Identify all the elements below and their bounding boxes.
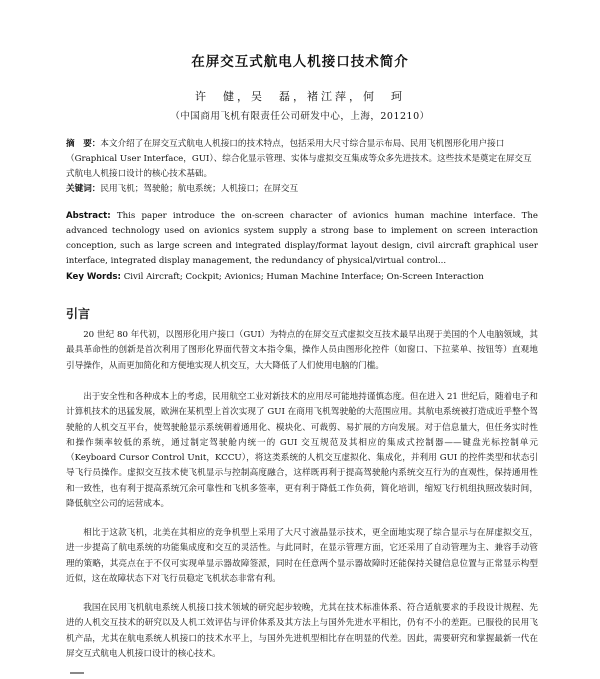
author-affiliation: （中国商用飞机有限责任公司研发中心，上海，201210） — [170, 111, 430, 122]
keywords-chinese-label: 关键词： — [66, 184, 101, 194]
abstract-chinese — [66, 137, 538, 182]
body-paragraph: 20 世纪 80 年代初，以图形化用户接口（GUI）为特点的在屏交互式虚拟交互技术最早出现于美国的个人电脑领域，其最具革命性的创新是首次利用了图形化界面代替文本指令集，操作人员由图形化控件（如窗口、下拉菜单、按钮等）直观地引导操作，从而更加简化和方便地实现人机交互，大大降低了人们使用电脑的门槛。 — [66, 330, 538, 371]
body-paragraph: 相比于这款飞机，北美在其相应的竞争机型上采用了大尺寸液晶显示技术，更全面地实现了综合显示与在屏虚拟交互，进一步提高了航电系统的功能集成度和交互的灵活性。与此同时，在显示管理方面，它还采用了自动管理为主、兼容手动管理的策略，其亮点在于不仅可实现单显示器故障签派，同时在任意两个显示器故障时还能保持关键信息位置与正常显示构型近似，这在故障状态下对飞行员稳定飞机状态非常有利。 — [66, 528, 538, 584]
keywords-english-text: Civil Aircraft; Cockpit; Avionics; Human Machine Interface; On-Screen Interaction — [123, 272, 484, 282]
author-list: 许 健，吴 磊，褚江萍，何 珂 — [195, 90, 405, 103]
keywords-english — [66, 270, 538, 285]
scan-artifact-mark — [70, 672, 84, 674]
abstract-chinese-text: 本文介绍了在屏交互式航电人机接口的技术特点，包括采用大尺寸综合显示布局、民用飞机图形化用户接口（Graphical User Interface，GUI）、综合化显示管理、实体与虚拟交互集成等众多先进技术。这些技术是奠定在屏交互式航电人机接口设计的核心技术基础。 — [66, 139, 532, 179]
abstract-english-label: Abstract: — [66, 211, 111, 221]
abstract-chinese-label: 摘 要： — [66, 139, 101, 149]
body-paragraph: 我国在民用飞机航电系统人机接口技术领域的研究起步较晚，尤其在技术标准体系、符合适航要求的手段设计规程、先进的人机交互技术的研究以及人机工效评估与评价体系及其方法上与国外先进水平相比，仍有不小的差距。已服役的民用飞机产品，尤其在航电系统人机接口的技术水平上，与国外先进机型相比存在明显的代差。因此，需要研究和掌握最新一代在屏交互式航电人机接口设计的核心技术。 — [66, 603, 538, 659]
abstract-english-text: This paper introduce the on-screen character of avionics human machine interface. The advanced technology used on avionics system supply a strong base to implement on screen interaction conception, such as large screen and integrated display/format layout design, civil aircraft graphical user interface, integrated display management, the redundancy of physical/virtual control... — [66, 211, 538, 266]
abstract-english — [66, 209, 538, 269]
keywords-chinese — [66, 182, 538, 197]
paper-title: 在屏交互式航电人机接口技术简介 — [191, 54, 409, 70]
keywords-chinese-text: 民用飞机；驾驶舱；航电系统；人机接口；在屏交互 — [100, 184, 299, 194]
body-paragraph: 出于安全性和各种成本上的考虑，民用航空工业对新技术的应用尽可能地持谨慎态度。但在进入 21 世纪后，随着电子和计算机技术的迅猛发展，欧洲在某机型上首次实现了 GUI 在商用飞机驾驶舱的大范围应用。其航电系统被打造成近乎整个驾驶舱的人机交互平台，使驾驶舱显示系统朝着通用化、模块化、可裁剪、易扩展的方向发展。对于信息量大，但任务实时性和操作频率较低的系统，通过制定驾驶舱内统一的 GUI 交互规范及其相应的集成式控制器——键盘光标控制单元（Keyboard Cursor Control Unit，KCCU），将这类系统的人机交互虚拟化、集成化，并利用 GUI 的控件类型和状态引导飞行员操作。虚拟交互技术使飞机显示与控制高度融合，这样既再利于提高驾驶舱内系统交互行为的直观性，保持通用性和一致性，也有利于提高系统冗余可靠性和飞机多签率，更有利于降低工作负荷，简化培训，缩短飞行机组执照改装时间，降低航空公司的运营成本。 — [66, 392, 538, 510]
keywords-english-label: Key Words: — [66, 272, 121, 282]
section-heading-introduction: 引言 — [66, 307, 91, 321]
